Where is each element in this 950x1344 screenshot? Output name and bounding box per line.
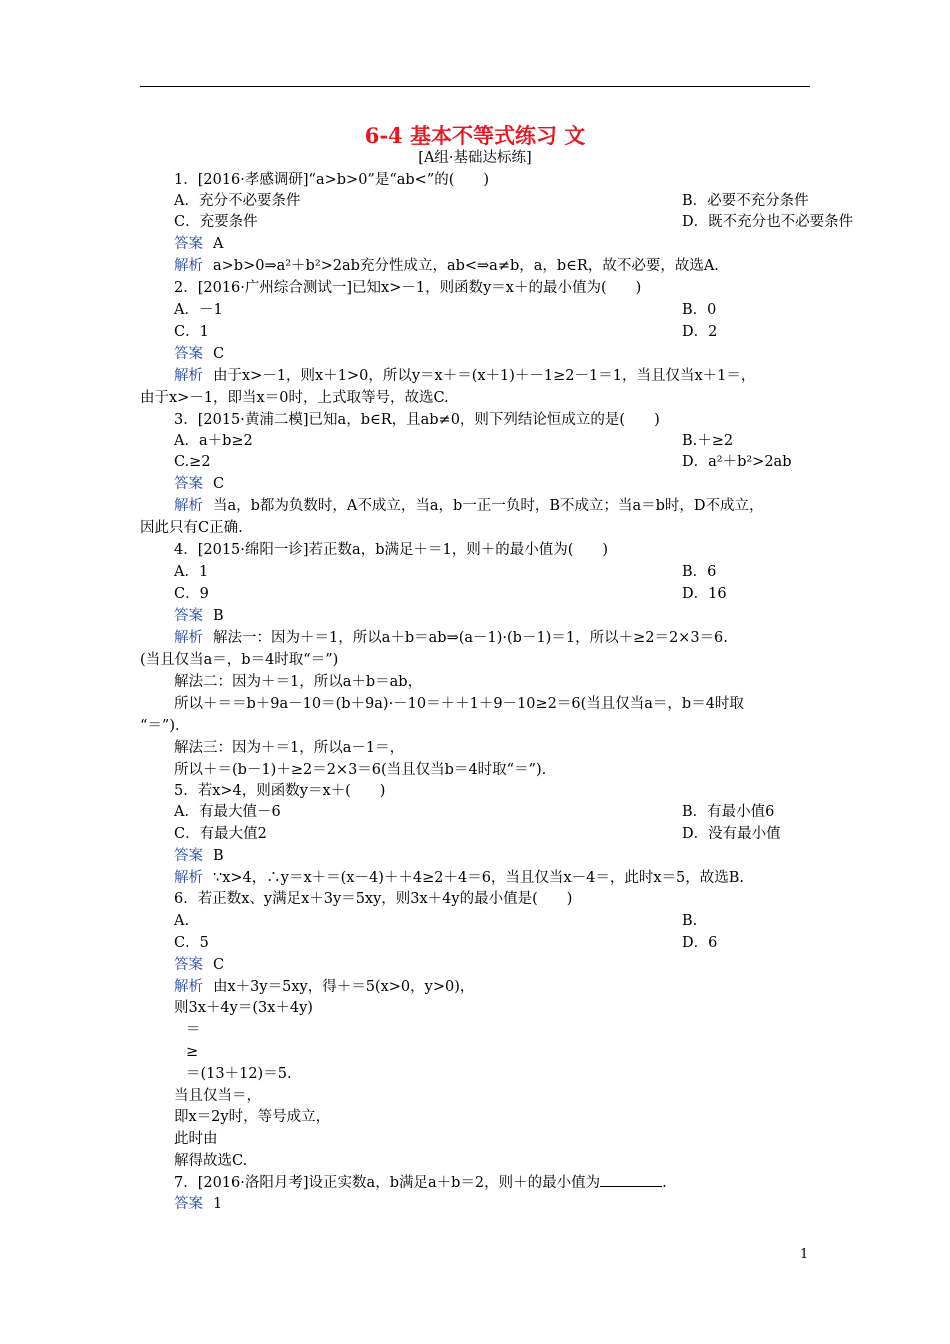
analysis-tag: 解析 (174, 630, 203, 646)
answer-tag: 答案 (174, 346, 203, 362)
q4-analysis-line3: 解法二：因为＋＝1，所以a＋b＝ab， (174, 674, 423, 690)
answer-tag: 答案 (174, 236, 203, 252)
q4-options-row1 (174, 562, 717, 583)
q5-option-a: A．有最大值－6 (174, 804, 281, 820)
q4-analysis-line5: “＝”)． (140, 718, 190, 734)
q5-options-row1 (174, 802, 775, 823)
q2-options-row1 (174, 300, 717, 321)
q6-analysis-text: 由x＋3y＝5xy，得＋＝5(x>0，y>0)， (213, 979, 475, 995)
q6-analysis (174, 977, 474, 998)
q5-analysis (174, 868, 744, 889)
q6-analysis-line8: 此时由 (174, 1131, 218, 1147)
q6-answer-value: C (213, 957, 225, 973)
q5-option-c: C．有最大值2 (174, 826, 267, 842)
q4-stem: 4．[2015·绵阳一诊]若正数a，b满足＋＝1，则＋的最小值为( ) (174, 542, 609, 558)
q6-option-b: B. (682, 913, 698, 929)
q4-analysis-line2: (当且仅当a＝，b＝4时取“＝”) (140, 652, 339, 668)
q2-answer-value: C (213, 346, 225, 362)
q5-stem: 5．若x>4，则函数y＝x＋( ) (174, 783, 386, 799)
q2-option-c: C．1 (174, 324, 209, 340)
answer-tag: 答案 (174, 476, 203, 492)
q2-options-row2 (174, 322, 718, 343)
q2-answer (174, 344, 224, 365)
answer-tag: 答案 (174, 848, 203, 864)
q3-options-row2 (174, 452, 792, 473)
q3-option-c: C.≥2 (174, 454, 211, 470)
q3-option-b: B.＋≥2 (682, 433, 734, 449)
q1-analysis (174, 256, 719, 277)
q3-option-a: A．a＋b≥2 (174, 433, 253, 449)
answer-blank (600, 1172, 662, 1187)
q1-options-row1 (174, 191, 809, 212)
q2-option-d: D．2 (682, 324, 718, 340)
q6-options-row2 (174, 933, 718, 954)
q3-options-row1 (174, 431, 734, 452)
q4-analysis (174, 628, 728, 649)
q3-answer-value: C (213, 476, 225, 492)
q4-option-c: C．9 (174, 586, 209, 602)
header-rule (140, 86, 810, 87)
q3-analysis (174, 496, 764, 517)
q1-answer (174, 234, 223, 255)
q2-analysis (174, 366, 755, 387)
q1-option-a: A．充分不必要条件 (174, 193, 301, 209)
q4-analysis-line6: 解法三：因为＋＝1，所以a－1＝， (174, 740, 405, 756)
q4-option-b: B．6 (682, 564, 717, 580)
q5-option-d: D．没有最小值 (682, 826, 781, 842)
q1-stem: 1．[2016·孝感调研]“a>b>0”是“ab<”的( ) (174, 172, 490, 188)
answer-tag: 答案 (174, 608, 203, 624)
analysis-tag: 解析 (174, 979, 203, 995)
q6-analysis-line4: ≥ (186, 1044, 199, 1060)
q3-analysis-text: 当a，b都为负数时，A不成立，当a，b一正一负时，B不成立；当a＝b时，D不成立， (213, 498, 764, 514)
q6-analysis-line6: 当且仅当＝， (174, 1088, 261, 1104)
q4-analysis-line7: 所以＋＝(b－1)＋≥2＝2×3＝6(当且仅当b＝4时取“＝”). (174, 762, 547, 778)
q6-analysis-line3: ＝ (186, 1022, 201, 1038)
q5-analysis-text: ∵x>4，∴y＝x＋＝(x－4)＋＋4≥2＋4＝6，当且仅当x－4＝，此时x＝5，故选B. (213, 870, 744, 886)
q7-stem (174, 1172, 667, 1194)
page-title: 6-4 基本不等式练习 文 (364, 123, 586, 148)
section-subtitle: [A组·基础达标练] (418, 150, 532, 166)
q7-stem-text: 7．[2016·洛阳月考]设正实数a，b满足a＋b＝2，则＋的最小值为 (174, 1175, 601, 1191)
analysis-tag: 解析 (174, 870, 203, 886)
q4-analysis-text: 解法一：因为＋＝1，所以a＋b＝ab⇒(a－1)·(b－1)＝1，所以＋≥2＝2×3＝6. (213, 630, 728, 646)
q6-analysis-line5: ＝(13＋12)＝5. (186, 1066, 292, 1082)
q3-stem: 3．[2015·黄浦二模]已知a，b∈R，且ab≠0，则下列结论恒成立的是( ) (174, 412, 660, 428)
q4-option-d: D．16 (682, 586, 727, 602)
q4-answer (174, 606, 224, 627)
q4-options-row2 (174, 584, 727, 605)
answer-tag: 答案 (174, 957, 203, 973)
q2-analysis-text: 由于x>－1，则x＋1>0，所以y＝x＋＝(x＋1)＋－1≥2－1＝1，当且仅当x＋1＝， (213, 368, 756, 384)
q6-options-row1 (174, 911, 698, 932)
q5-option-b: B．有最小值6 (682, 804, 775, 820)
q6-answer (174, 955, 224, 976)
q4-analysis-line4: 所以＋＝＝b＋9a－10＝(b＋9a)·－10＝＋＋1＋9－10≥2＝6(当且仅当a＝，b＝4时取 (174, 696, 744, 712)
analysis-tag: 解析 (174, 498, 203, 514)
q6-analysis-line2: 则3x＋4y＝(3x＋4y) (174, 1000, 313, 1016)
q2-option-b: B．0 (682, 302, 717, 318)
q1-answer-value: A (213, 236, 224, 252)
q3-answer (174, 474, 224, 495)
q6-option-a: A. (174, 913, 190, 929)
q6-stem: 6．若正数x、y满足x＋3y＝5xy，则3x＋4y的最小值是( ) (174, 891, 573, 907)
q7-answer (174, 1194, 222, 1215)
page-number: 1 (800, 1247, 809, 1262)
q5-answer (174, 846, 224, 867)
q2-analysis-cont: 由于x>－1，即当x＝0时，上式取等号，故选C. (140, 390, 449, 406)
q5-answer-value: B (213, 848, 224, 864)
q3-analysis-cont: 因此只有C正确. (140, 520, 243, 536)
q6-option-d: D．6 (682, 935, 718, 951)
q1-options-row2 (174, 212, 854, 233)
q1-option-b: B．必要不充分条件 (682, 193, 809, 209)
q2-stem: 2．[2016·广州综合测试一]已知x>－1，则函数y＝x＋的最小值为( ) (174, 280, 642, 296)
q4-option-a: A．1 (174, 564, 209, 580)
q1-option-d: D．既不充分也不必要条件 (682, 214, 854, 230)
answer-tag: 答案 (174, 1196, 203, 1212)
q1-analysis-text: a>b>0⇒a²＋b²>2ab充分性成立，ab<⇒a≠b，a，b∈R，故不必要，故选A. (213, 258, 719, 274)
q5-options-row2 (174, 824, 781, 845)
analysis-tag: 解析 (174, 368, 203, 384)
q6-analysis-line9: 解得故选C. (174, 1153, 248, 1169)
analysis-tag: 解析 (174, 258, 203, 274)
q3-option-d: D．a²＋b²>2ab (682, 454, 792, 470)
q7-stem-end: . (662, 1175, 667, 1191)
q6-analysis-line7: 即x＝2y时，等号成立， (174, 1109, 331, 1125)
q1-option-c: C．充要条件 (174, 214, 258, 230)
q2-option-a: A．－1 (174, 302, 223, 318)
q6-option-c: C．5 (174, 935, 209, 951)
q4-answer-value: B (213, 608, 224, 624)
q7-answer-value: 1 (213, 1196, 223, 1212)
